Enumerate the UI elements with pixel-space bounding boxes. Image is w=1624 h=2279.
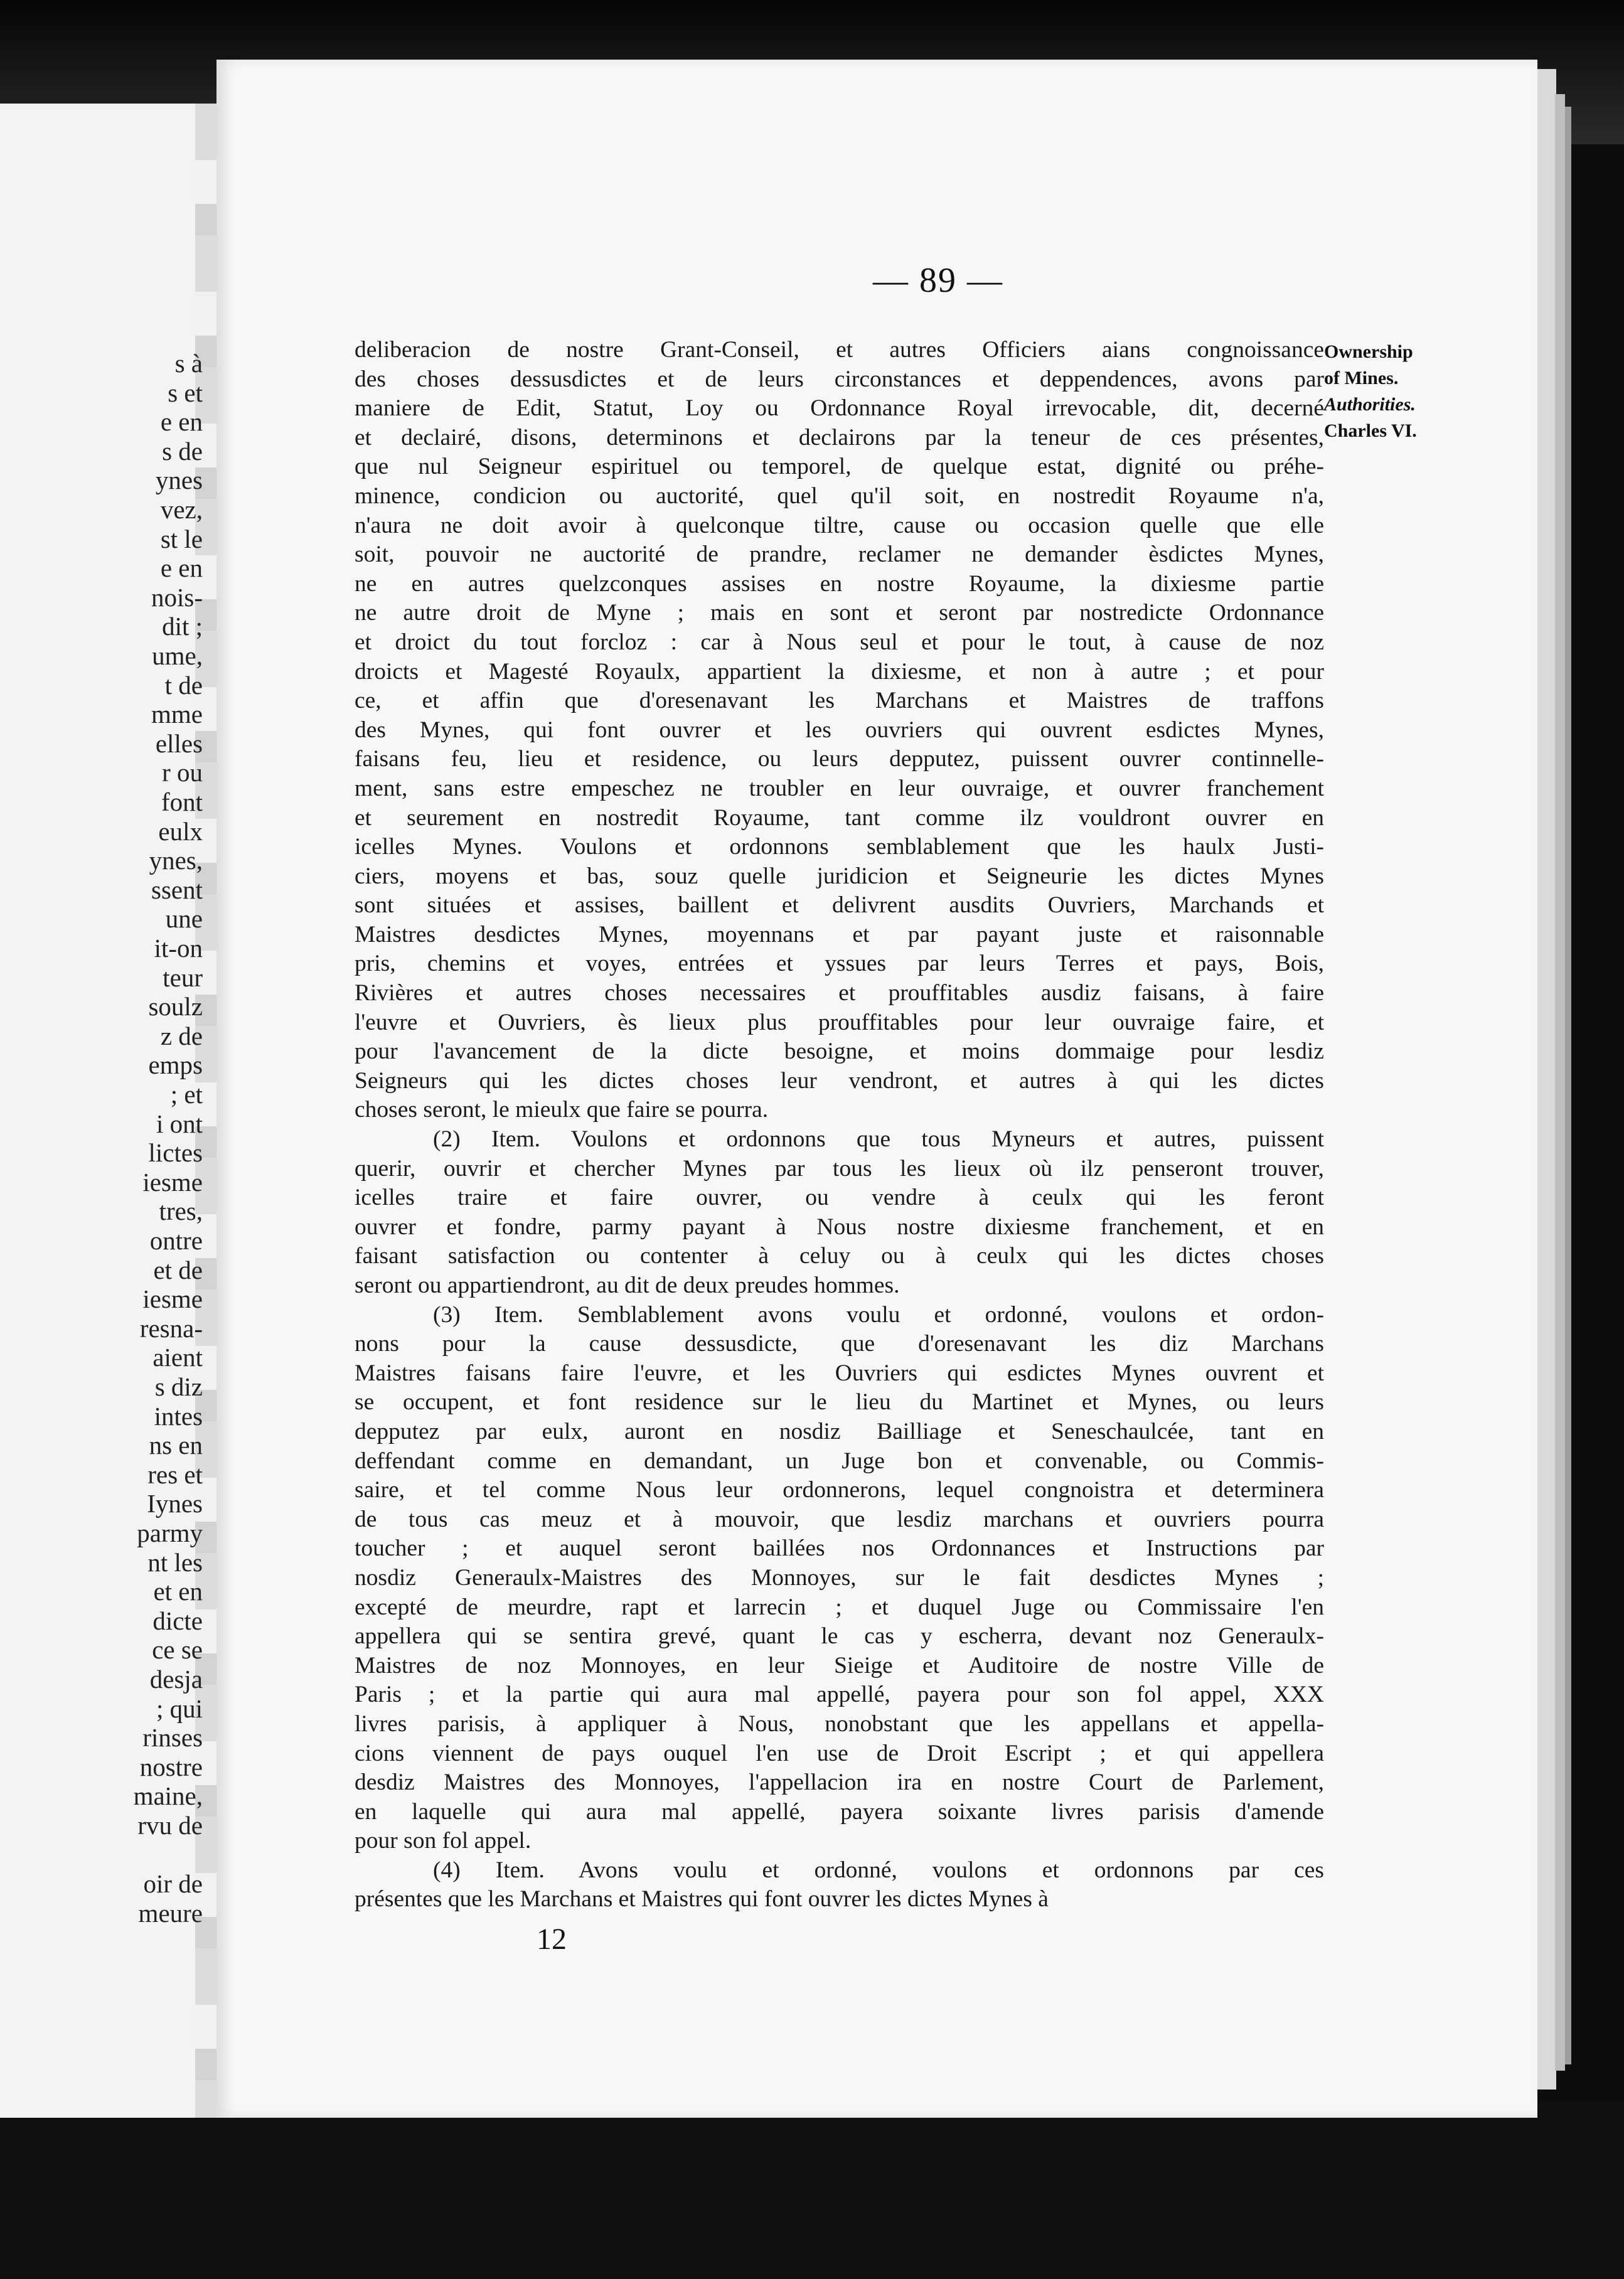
text-line: excepté de meurdre, rapt et larrecin ; et duquel Juge ou Commissaire l'en <box>355 1594 1324 1620</box>
text-line: livres parisis, à appliquer à Nous, nonobstant que les appellans et appella- <box>355 1711 1324 1737</box>
signature-mark: 12 <box>537 1923 567 1956</box>
text-line: (4) Item. Avons voulu et ordonné, voulons et ordonnons par ces <box>433 1857 1324 1883</box>
previous-page-fragment: parmy <box>137 1518 203 1547</box>
text-line: pris, chemins et voyes, entrées et yssues par leurs Terres et pays, Bois, <box>355 951 1324 977</box>
previous-page-fragment: ynes <box>155 466 203 495</box>
previous-page-fragment: ontre <box>149 1226 203 1255</box>
text-line: et droict du tout forcloz : car à Nous seul et pour le tout, à cause de noz <box>355 629 1324 655</box>
previous-page-fragment: nois- <box>151 582 203 612</box>
text-line: et declairé, disons, determinons et declairons par la teneur de ces présentes, <box>355 424 1324 451</box>
previous-page-fragment: Iynes <box>147 1489 203 1518</box>
text-line: et seurement en nostredit Royaume, tant comme ilz vouldront ouvrer en <box>355 804 1324 831</box>
previous-page-fragment: ume, <box>152 641 203 670</box>
previous-page-fragment: it-on <box>154 934 203 963</box>
previous-page-fragment: soulz <box>148 992 203 1022</box>
previous-page-fragment: meure <box>138 1898 203 1928</box>
previous-page-fragment: e en <box>160 553 203 583</box>
previous-page-fragment: intes <box>154 1401 203 1431</box>
previous-page-fragment: ssent <box>151 875 203 904</box>
text-line: saire, et tel comme Nous leur ordonnerons, lequel congnoistra et determinera <box>355 1477 1324 1503</box>
text-line: soit, pouvoir ne auctorité de prandre, reclamer ne demander èsdictes Mynes, <box>355 542 1324 568</box>
previous-page-fragment: teur <box>163 963 203 992</box>
previous-page-fragment: eulx <box>158 816 203 846</box>
previous-page-fragment: nostre <box>139 1752 203 1781</box>
text-line: choses seront, le mieulx que faire se pourra. <box>355 1097 769 1123</box>
previous-page-fragment: vez, <box>160 495 203 524</box>
text-line: minence, condicion ou auctorité, quel qu'il soit, en nostredit Royaume n'a, <box>355 483 1324 509</box>
text-line: querir, ouvrir et chercher Mynes par tous les lieux où ilz penseront trouver, <box>355 1155 1324 1182</box>
text-line: icelles traire et faire ouvrer, ou vendre à ceulx qui les feront <box>355 1185 1324 1211</box>
previous-page-fragment: resna- <box>139 1313 203 1343</box>
text-line: maniere de Edit, Statut, Loy ou Ordonnance Royal irrevocable, dit, decerné <box>355 395 1324 422</box>
previous-page <box>0 104 223 2118</box>
page-stack-edge <box>1555 94 1565 2071</box>
previous-page-fragment: s de <box>162 436 203 466</box>
text-line: ce, et affin que d'oresenavant les Marchans et Maistres de traffons <box>355 688 1324 714</box>
text-line: ciers, moyens et bas, souz quelle juridicion et Seigneurie les dictes Mynes <box>355 863 1324 889</box>
previous-page-fragment: tres, <box>159 1197 203 1226</box>
previous-page-fragment: une <box>165 904 203 934</box>
text-line: en laquelle qui aura mal appellé, payera soixante livres parisis d'amende <box>355 1798 1324 1825</box>
text-line: depputez par eulx, auront en nosdiz Bailliage et Seneschaulcée, tant en <box>355 1418 1324 1444</box>
text-line: faisans feu, lieu et residence, ou leurs depputez, puissent ouvrer continnelle- <box>355 746 1324 772</box>
text-line: ne autre droit de Myne ; mais en sont et seront par nostredicte Ordonnance <box>355 600 1324 626</box>
text-line: n'aura ne doit avoir à quelconque tiltre, cause ou occasion quelle que elle <box>355 512 1324 538</box>
text-line: droicts et Magesté Royaulx, appartient la dixiesme, et non à autre ; et pour <box>355 658 1324 685</box>
previous-page-fragment: ns en <box>149 1431 203 1460</box>
previous-page-fragment: st le <box>160 524 203 553</box>
margin-note <box>1324 339 1506 444</box>
text-line: Seigneurs qui les dictes choses leur vendront, et autres à qui les dictes <box>355 1067 1324 1094</box>
previous-page-fragment: et de <box>153 1255 203 1284</box>
text-line: Maistres faisans faire l'euvre, et les Ouvriers qui esdictes Mynes ouvrent et <box>355 1360 1324 1386</box>
text-line: nons pour la cause dessusdicte, que d'oresenavant les diz Marchans <box>355 1331 1324 1357</box>
scan-background-bottom <box>0 2102 1624 2279</box>
text-line: sont situées et assises, baillent et delivrent ausdits Ouvriers, Marchands et <box>355 892 1324 919</box>
text-line: que nul Seigneur espirituel ou temporel, de quelque estat, dignité ou préhe- <box>355 454 1324 480</box>
margin-note-line: Authorities. <box>1324 394 1416 415</box>
previous-page-fragment: rvu de <box>137 1811 203 1840</box>
text-line: pour son fol appel. <box>355 1828 532 1854</box>
previous-page-fragment: res et <box>147 1460 203 1489</box>
text-line: (3) Item. Semblablement avons voulu et ordonné, voulons et ordon- <box>433 1301 1324 1328</box>
previous-page-fragment: e en <box>160 407 203 437</box>
previous-page-fragment: s à <box>174 349 203 378</box>
previous-page-fragment: oir de <box>143 1869 203 1899</box>
page-stack-edge <box>1565 107 1571 2064</box>
text-line: appellera qui se sentira grevé, quant le cas y escherra, devant noz Generaulx- <box>355 1623 1324 1650</box>
previous-page-fragment: ce se <box>152 1635 203 1665</box>
previous-page-fragment: iesme <box>142 1284 203 1314</box>
text-line: ne en autres quelzconques assises en nostre Royaume, la dixiesme partie <box>355 570 1324 597</box>
previous-page-fragment: desja <box>149 1665 203 1694</box>
previous-page-fragment: mme <box>151 700 203 729</box>
text-line: Paris ; et la partie qui aura mal appellé, payera pour son fol appel, XXX <box>355 1682 1324 1708</box>
previous-page-fragment: rinses <box>142 1723 203 1753</box>
margin-note-line: Ownership <box>1324 341 1413 362</box>
previous-page-fragment: lictes <box>148 1138 203 1168</box>
previous-page-fragment: i ont <box>156 1109 203 1138</box>
text-line: (2) Item. Voulons et ordonnons que tous Myneurs et autres, puissent <box>433 1126 1324 1153</box>
text-line: se occupent, et font residence sur le lieu du Martinet et Mynes, ou leurs <box>355 1389 1324 1416</box>
text-line: ment, sans estre empeschez ne troubler en leur ouvraige, et ouvrer franchement <box>355 775 1324 801</box>
previous-page-fragment: emps <box>148 1050 203 1080</box>
text-line: deffendant comme en demandant, un Juge bon et convenable, ou Commis- <box>355 1448 1324 1474</box>
text-line: cions viennent de pays ouquel l'en use de Droit Escript ; et qui appellera <box>355 1740 1324 1766</box>
previous-page-fragment: ; qui <box>156 1694 203 1723</box>
text-line: Maistres desdictes Mynes, moyennans et par payant juste et raisonnable <box>355 921 1324 947</box>
previous-page-fragment: dicte <box>152 1606 203 1635</box>
text-line: toucher ; et auquel seront baillées nos Ordonnances et Instructions par <box>355 1535 1324 1562</box>
text-line: nosdiz Generaulx-Maistres des Monnoyes, sur le fait desdictes Mynes ; <box>355 1564 1324 1591</box>
previous-page-fragment: s et <box>168 378 203 407</box>
previous-page-fragment: et en <box>153 1577 203 1606</box>
previous-page-fragment: t de <box>164 670 203 700</box>
text-line: Maistres de noz Monnoyes, en leur Sieige et Auditoire de nostre Ville de <box>355 1652 1324 1679</box>
previous-page-fragment: elles <box>155 729 203 758</box>
previous-page-fragment: nt les <box>147 1547 203 1577</box>
previous-page-fragment: aient <box>152 1343 203 1372</box>
previous-page-fragment: iesme <box>142 1167 203 1197</box>
margin-note-line: of Mines. <box>1324 368 1399 388</box>
previous-page-fragment: z de <box>160 1021 203 1050</box>
text-line: faisant satisfaction ou contenter à celuy ou à ceulx qui les dictes choses <box>355 1243 1324 1269</box>
previous-page-fragment: maine, <box>133 1781 203 1811</box>
previous-page-fragment: ; et <box>170 1080 203 1109</box>
text-line: icelles Mynes. Voulons et ordonnons semblablement que les haulx Justi- <box>355 834 1324 860</box>
text-line: de tous cas meuz et à mouvoir, que lesdiz marchans et ouvriers pourra <box>355 1506 1324 1532</box>
previous-page-fragment: s diz <box>154 1372 203 1401</box>
text-line: ouvrer et fondre, parmy payant à Nous nostre dixiesme franchement, et en <box>355 1214 1324 1240</box>
text-line: Rivières et autres choses necessaires et prouffitables ausdiz faisans, à faire <box>355 980 1324 1006</box>
text-line: des choses dessusdictes et de leurs circonstances et deppendences, avons par <box>355 366 1324 392</box>
margin-note-line: Charles VI. <box>1324 420 1417 441</box>
text-line: des Mynes, qui font ouvrer et les ouvriers qui ouvrent esdictes Mynes, <box>355 717 1324 743</box>
previous-page-fragment: dit ; <box>162 612 203 641</box>
text-line: seront ou appartiendront, au dit de deux preudes hommes. <box>355 1273 900 1298</box>
page-number: — 89 — <box>873 261 1003 300</box>
text-line: l'euvre et Ouvriers, ès lieux plus prouffitables pour leur ouvraige faire, et <box>355 1009 1324 1035</box>
text-line: présentes que les Marchans et Maistres qui font ouvrer les dictes Mynes à <box>355 1886 1049 1913</box>
text-line: desdiz Maistres des Monnoyes, l'appellacion ira en nostre Court de Parlement, <box>355 1769 1324 1796</box>
body-text <box>355 336 1324 1914</box>
text-line: pour l'avancement de la dicte besoigne, et moins dommaige pour lesdiz <box>355 1038 1324 1065</box>
previous-page-fragment: font <box>161 787 203 816</box>
previous-page-fragment: ynes, <box>149 846 203 875</box>
previous-page-fragment: r ou <box>162 758 203 787</box>
text-line: deliberacion de nostre Grant-Conseil, et autres Officiers aians congnoissance <box>355 337 1324 363</box>
